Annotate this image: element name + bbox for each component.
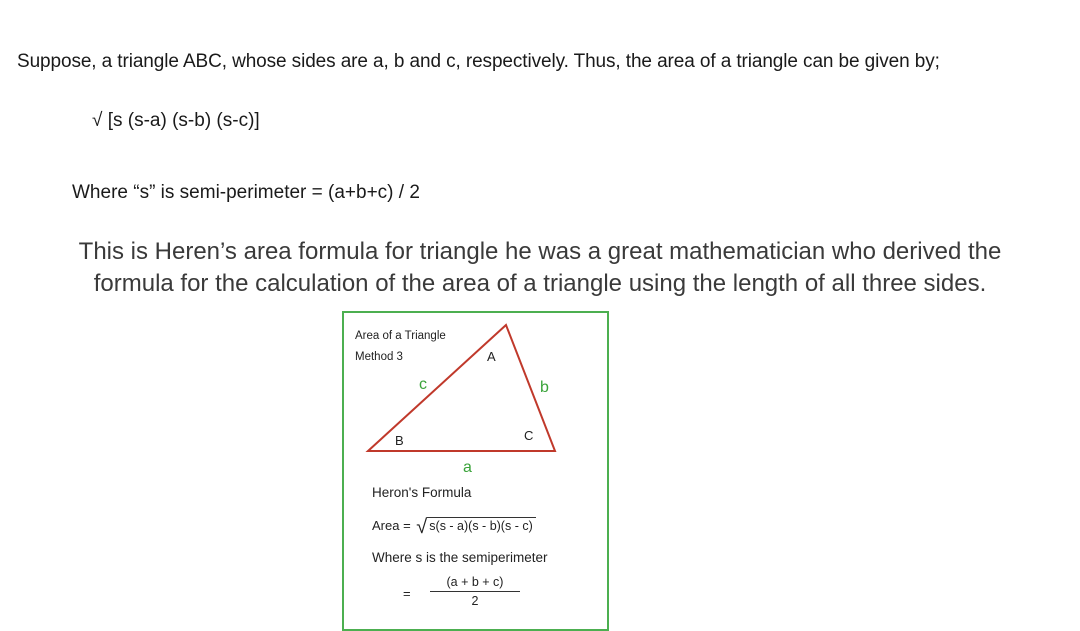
vertex-a-label: A <box>487 349 496 364</box>
semiperimeter-fraction <box>430 575 520 608</box>
vertex-b-label: B <box>395 433 404 448</box>
side-c-label: c <box>419 376 427 393</box>
heron-formula-title: Heron's Formula <box>372 485 472 500</box>
area-label: Area = <box>372 518 411 533</box>
area-equation <box>372 516 536 539</box>
equals-sign: = <box>403 586 411 601</box>
heron-note-line-2: formula for the calculation of the area of a triangle using the length of all three sides. <box>93 270 987 297</box>
radicand: s(s - a)(s - b)(s - c) <box>427 517 535 533</box>
heron-note-line-1: This is Heren’s area formula for triangle he was a great mathematician who derived the <box>78 238 1002 265</box>
side-b-label: b <box>540 379 549 396</box>
fraction-numerator: (a + b + c) <box>430 575 520 592</box>
side-a-label: a <box>463 459 472 476</box>
intro-text: Suppose, a triangle ABC, whose sides are a, b and c, respectively. Thus, the area of a triangle can be given by; <box>17 51 940 72</box>
triangle-figure <box>342 311 609 631</box>
semiperimeter-text: Where s is the semiperimeter <box>372 550 548 565</box>
triangle-diagram <box>344 313 611 483</box>
figure-title-line-1: Area of a Triangle <box>355 330 446 342</box>
heron-note <box>0 236 1080 300</box>
figure-title-line-2: Method 3 <box>355 351 403 363</box>
area-formula: √ [s (s-a) (s-b) (s-c)] <box>92 110 260 131</box>
radical-sign: √ <box>416 516 428 538</box>
semi-perimeter-text: Where “s” is semi-perimeter = (a+b+c) / 2 <box>72 182 420 203</box>
fraction-denominator: 2 <box>471 594 479 608</box>
vertex-c-label: C <box>524 428 534 443</box>
